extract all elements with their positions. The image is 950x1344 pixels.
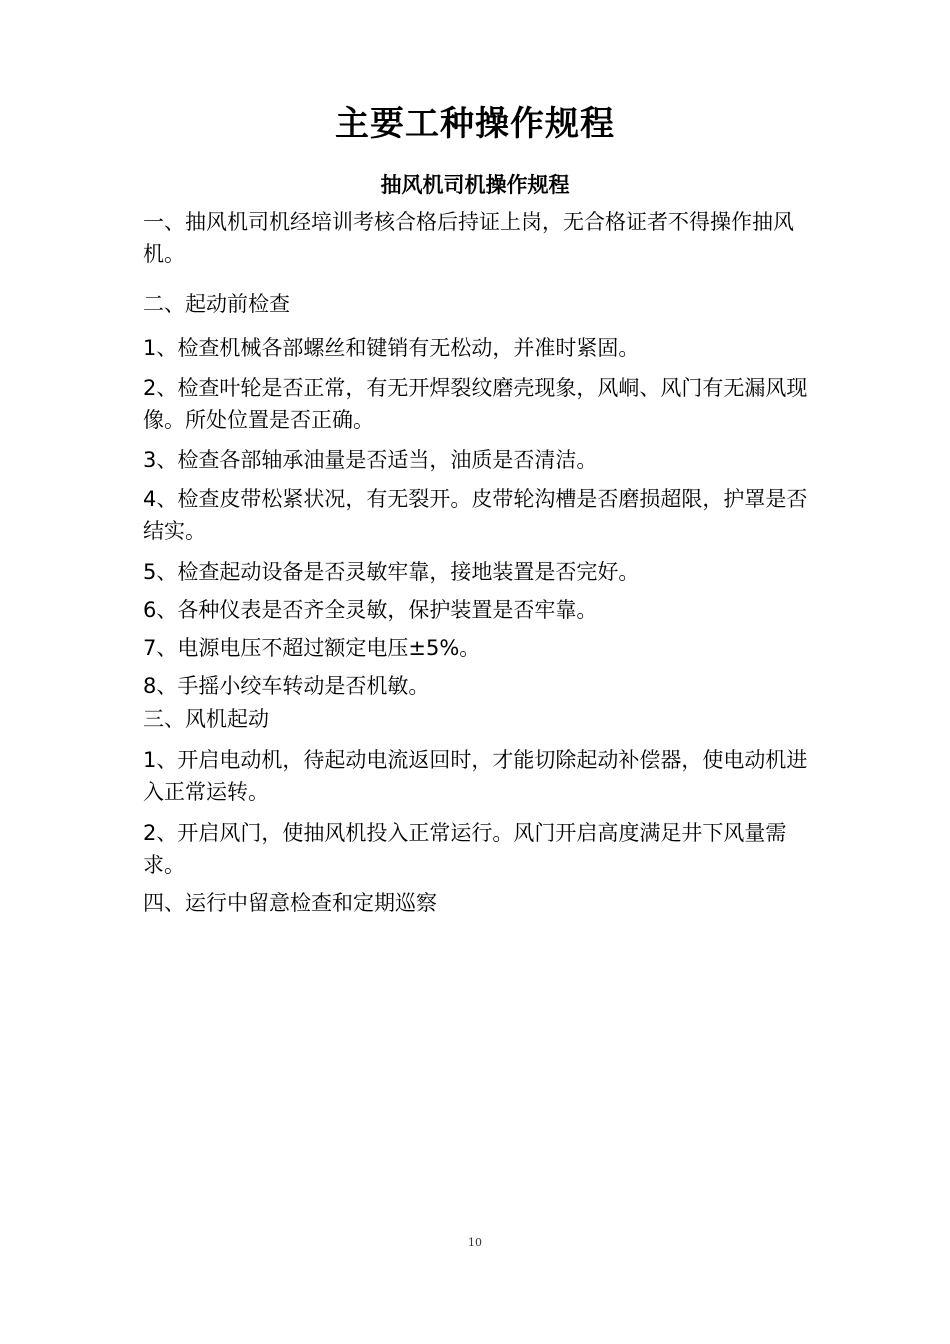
section-heading-2: 二、起动前检查 bbox=[143, 292, 290, 316]
page-number: 10 bbox=[468, 1236, 482, 1249]
section-heading-3: 三、风机起动 bbox=[143, 707, 269, 731]
list-item: 6、各种仪表是否齐全灵敏，保护装置是否牢靠。 bbox=[143, 598, 598, 622]
list-item: 1、检查机械各部螺丝和键销有无松动，并准时紧固。 bbox=[143, 336, 640, 360]
list-item: 4、检查皮带松紧状况，有无裂开。皮带轮沟槽是否磨损超限，护罩是否结实。 bbox=[143, 487, 808, 543]
section-heading-4: 四、运行中留意检查和定期巡察 bbox=[143, 891, 437, 915]
list-item: 8、手摇小绞车转动是否机敏。 bbox=[143, 674, 430, 698]
list-item: 5、检查起动设备是否灵敏牢靠，接地装置是否完好。 bbox=[143, 560, 640, 584]
paragraph-1: 一、抽风机司机经培训考核合格后持证上岗，无合格证者不得操作抽风机。 bbox=[143, 210, 794, 266]
section-title: 抽风机司机操作规程 bbox=[380, 173, 570, 197]
list-item: 7、电源电压不超过额定电压±5%。 bbox=[143, 636, 481, 660]
list-item: 2、开启风门，使抽风机投入正常运行。风门开启高度满足井下风量需求。 bbox=[143, 821, 787, 877]
document-title: 主要工种操作规程 bbox=[335, 104, 615, 144]
list-item: 2、检查叶轮是否正常，有无开焊裂纹磨壳现象，风峒、风门有无漏风现像。所处位置是否正确。 bbox=[143, 376, 808, 432]
list-item: 1、开启电动机，待起动电流返回时，才能切除起动补偿器，使电动机进入正常运转。 bbox=[143, 748, 808, 804]
list-item: 3、检查各部轴承油量是否适当，油质是否清洁。 bbox=[143, 448, 598, 472]
